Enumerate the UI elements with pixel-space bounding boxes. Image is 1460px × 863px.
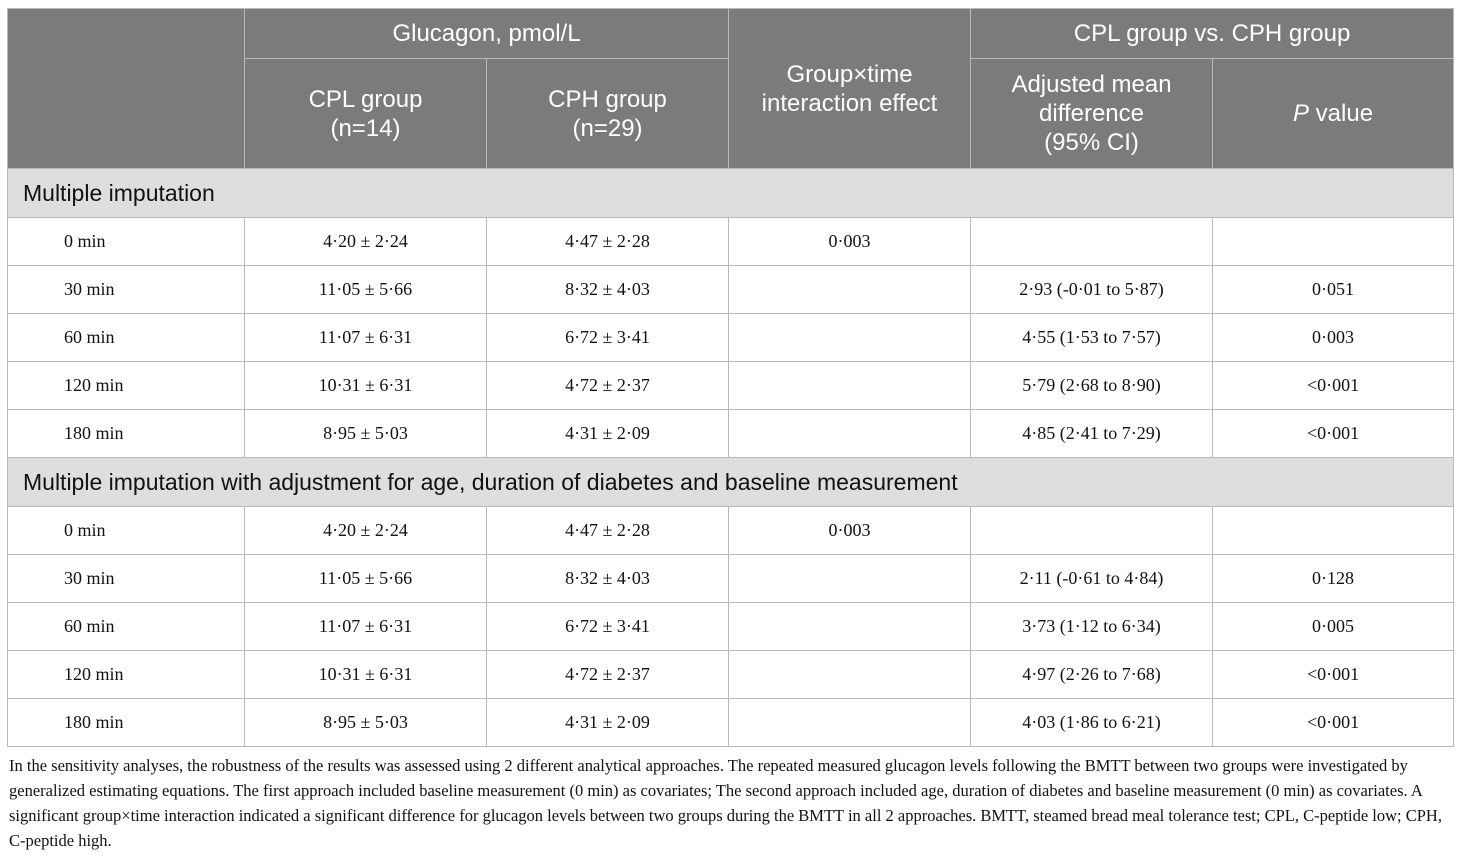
- cph-value-cell: 4·31 ± 2·09: [487, 410, 729, 458]
- time-cell: 180 min: [8, 410, 245, 458]
- results-table-container: [7, 8, 1453, 853]
- cpl-value-cell: 8·95 ± 5·03: [245, 410, 487, 458]
- cph-value-cell: 4·47 ± 2·28: [487, 507, 729, 555]
- time-cell: 30 min: [8, 555, 245, 603]
- section-title: Multiple imputation: [8, 169, 1454, 218]
- table-row: [8, 410, 1454, 458]
- header-blank-cell: [8, 9, 245, 169]
- adjusted-difference-cell: 2·11 (-0·61 to 4·84): [971, 555, 1213, 603]
- time-cell: 0 min: [8, 218, 245, 266]
- cph-value-cell: 4·47 ± 2·28: [487, 218, 729, 266]
- time-cell: 0 min: [8, 507, 245, 555]
- interaction-cell: [729, 555, 971, 603]
- p-value-cell: <0·001: [1213, 651, 1454, 699]
- table-row: [8, 266, 1454, 314]
- interaction-cell: [729, 410, 971, 458]
- cph-value-cell: 4·72 ± 2·37: [487, 651, 729, 699]
- cpl-value-cell: 10·31 ± 6·31: [245, 362, 487, 410]
- p-value-cell: 0·128: [1213, 555, 1454, 603]
- adjusted-difference-cell: 4·85 (2·41 to 7·29): [971, 410, 1213, 458]
- p-value-cell: <0·001: [1213, 699, 1454, 747]
- interaction-cell: [729, 362, 971, 410]
- table-row: [8, 699, 1454, 747]
- cph-value-cell: 4·31 ± 2·09: [487, 699, 729, 747]
- interaction-cell: 0·003: [729, 218, 971, 266]
- cph-value-cell: 6·72 ± 3·41: [487, 314, 729, 362]
- table-row: [8, 218, 1454, 266]
- cpl-value-cell: 11·05 ± 5·66: [245, 555, 487, 603]
- cph-value-cell: 6·72 ± 3·41: [487, 603, 729, 651]
- table-header: [8, 9, 1454, 169]
- table-footnote: In the sensitivity analyses, the robustness of the results was assessed using 2 different analytical approaches. The repeated measured glucagon levels following the BMTT between two groups were investigated by generalized estimating equations. The first approach included baseline measurement (0 min) as covariates; The second approach included age, duration of diabetes and baseline measurement (0 min) as covariates. A significant group×time interaction indicated a significant difference for glucagon levels between two groups during the BMTT in all 2 approaches. BMTT, steamed bread meal tolerance test; CPL, C-peptide low; CPH, C-peptide high.: [9, 756, 1442, 850]
- interaction-cell: [729, 314, 971, 362]
- table-row: [8, 314, 1454, 362]
- header-p-value: P value: [1213, 59, 1454, 169]
- section-title: Multiple imputation with adjustment for age, duration of diabetes and baseline measurement: [8, 458, 1454, 507]
- adjusted-difference-cell: 5·79 (2·68 to 8·90): [971, 362, 1213, 410]
- table-row: [8, 507, 1454, 555]
- p-value-cell: 0·003: [1213, 314, 1454, 362]
- adjusted-difference-cell: 4·97 (2·26 to 7·68): [971, 651, 1213, 699]
- adjusted-difference-cell: 2·93 (-0·01 to 5·87): [971, 266, 1213, 314]
- adjusted-difference-cell: [971, 218, 1213, 266]
- time-cell: 120 min: [8, 362, 245, 410]
- header-interaction-effect: Group×time interaction effect: [729, 9, 971, 169]
- p-value-cell: [1213, 507, 1454, 555]
- interaction-cell: [729, 651, 971, 699]
- interaction-cell: 0·003: [729, 507, 971, 555]
- time-cell: 60 min: [8, 603, 245, 651]
- time-cell: 120 min: [8, 651, 245, 699]
- table-body: [8, 169, 1454, 747]
- p-value-cell: [1213, 218, 1454, 266]
- adjusted-difference-cell: [971, 507, 1213, 555]
- adjusted-difference-cell: 3·73 (1·12 to 6·34): [971, 603, 1213, 651]
- table-row: [8, 651, 1454, 699]
- p-value-cell: 0·051: [1213, 266, 1454, 314]
- cpl-value-cell: 4·20 ± 2·24: [245, 218, 487, 266]
- header-adjusted-mean-difference: Adjusted mean difference (95% CI): [971, 59, 1213, 169]
- header-cpl-group: CPL group (n=14): [245, 59, 487, 169]
- cpl-value-cell: 8·95 ± 5·03: [245, 699, 487, 747]
- p-value-cell: <0·001: [1213, 410, 1454, 458]
- adjusted-difference-cell: 4·55 (1·53 to 7·57): [971, 314, 1213, 362]
- header-glucagon-group: Glucagon, pmol/L: [245, 9, 729, 59]
- cph-value-cell: 8·32 ± 4·03: [487, 266, 729, 314]
- cpl-value-cell: 11·07 ± 6·31: [245, 314, 487, 362]
- cpl-value-cell: 11·05 ± 5·66: [245, 266, 487, 314]
- time-cell: 60 min: [8, 314, 245, 362]
- section-row: [8, 458, 1454, 507]
- interaction-cell: [729, 699, 971, 747]
- interaction-cell: [729, 266, 971, 314]
- table-row: [8, 362, 1454, 410]
- glucagon-sensitivity-table: [7, 8, 1454, 747]
- cpl-value-cell: 4·20 ± 2·24: [245, 507, 487, 555]
- cph-value-cell: 8·32 ± 4·03: [487, 555, 729, 603]
- p-value-cell: 0·005: [1213, 603, 1454, 651]
- cpl-value-cell: 11·07 ± 6·31: [245, 603, 487, 651]
- header-cph-group: CPH group (n=29): [487, 59, 729, 169]
- header-comparison-group: CPL group vs. CPH group: [971, 9, 1454, 59]
- time-cell: 30 min: [8, 266, 245, 314]
- section-row: [8, 169, 1454, 218]
- cpl-value-cell: 10·31 ± 6·31: [245, 651, 487, 699]
- p-value-cell: <0·001: [1213, 362, 1454, 410]
- adjusted-difference-cell: 4·03 (1·86 to 6·21): [971, 699, 1213, 747]
- cph-value-cell: 4·72 ± 2·37: [487, 362, 729, 410]
- table-row: [8, 603, 1454, 651]
- interaction-cell: [729, 603, 971, 651]
- table-row: [8, 555, 1454, 603]
- time-cell: 180 min: [8, 699, 245, 747]
